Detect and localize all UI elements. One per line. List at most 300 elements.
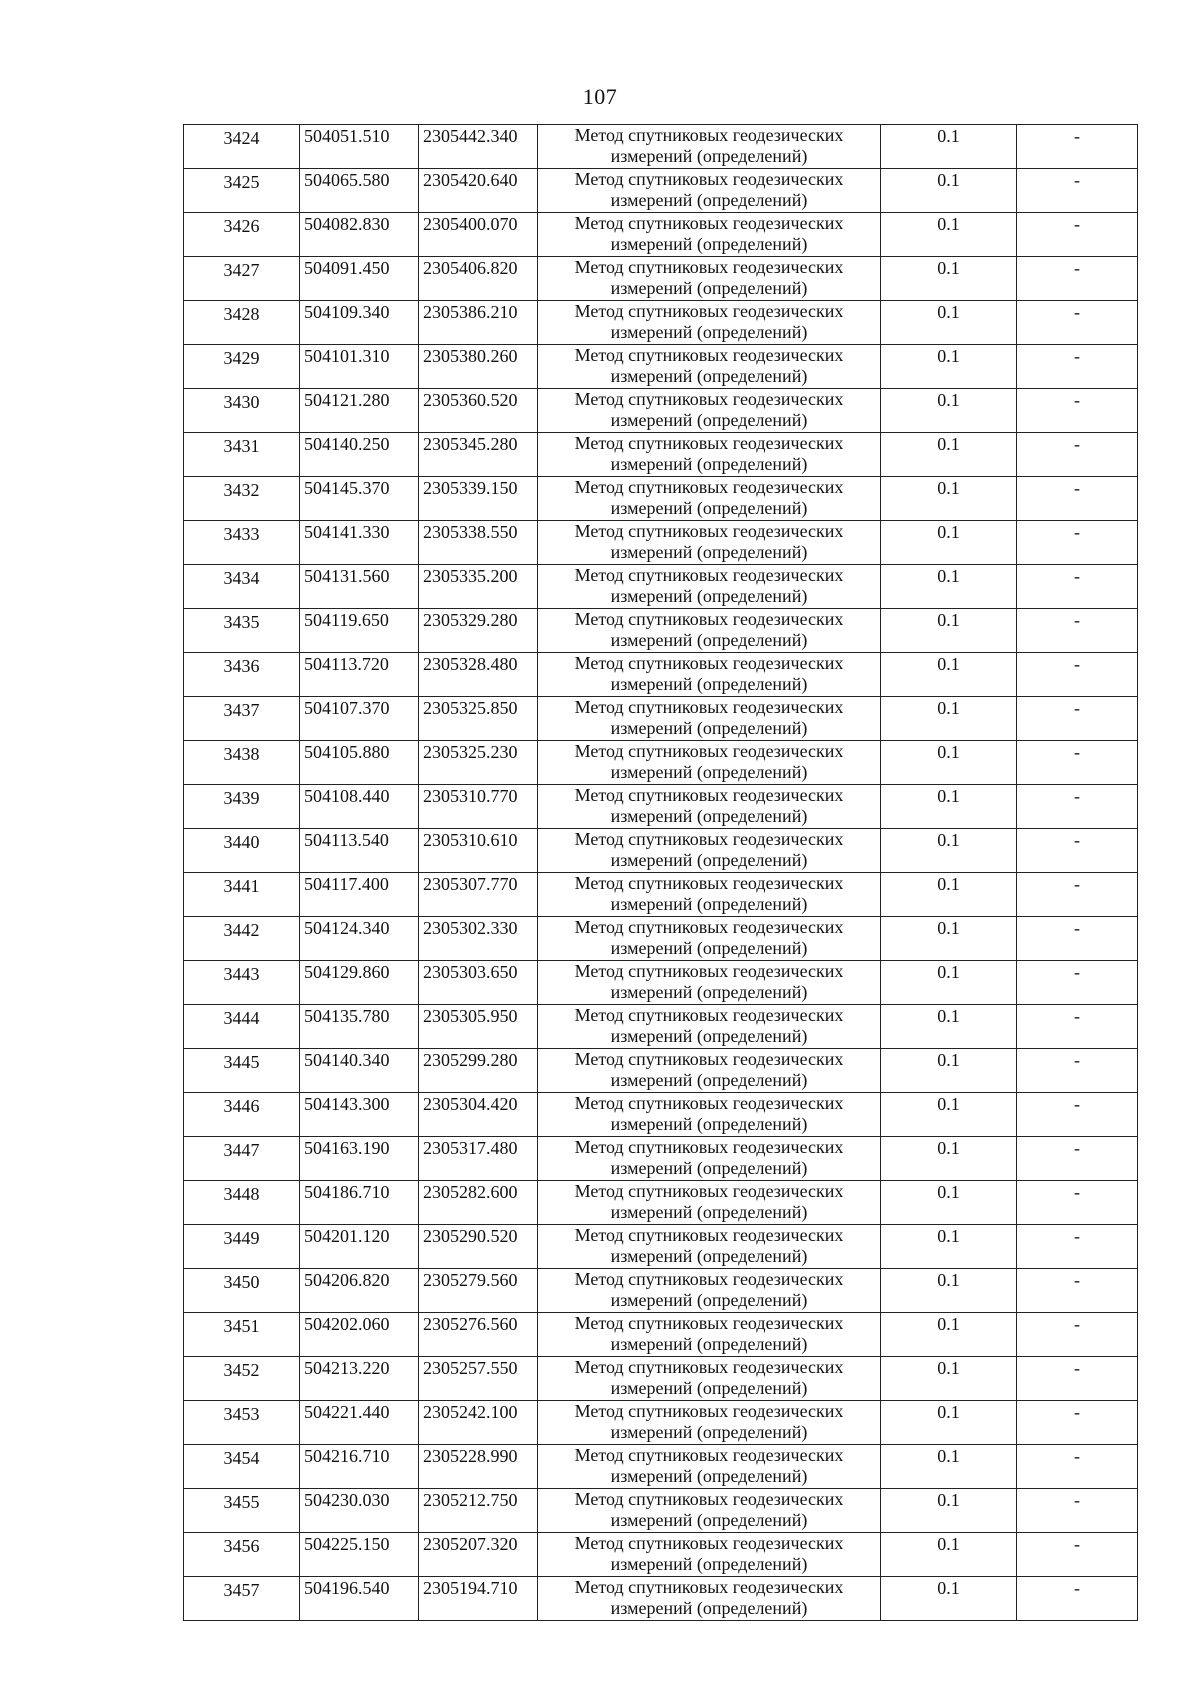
table-row bbox=[184, 345, 1138, 389]
point-number-cell bbox=[184, 1357, 300, 1401]
description-cell-text: - bbox=[1074, 302, 1080, 322]
description-cell bbox=[1017, 1401, 1138, 1445]
description-cell bbox=[1017, 1225, 1138, 1269]
method-line-2: измерений (определений) bbox=[610, 1510, 808, 1530]
y-coordinate-cell bbox=[419, 741, 538, 785]
description-cell bbox=[1017, 1489, 1138, 1533]
accuracy-cell-text: 0.1 bbox=[937, 962, 960, 982]
point-number-cell bbox=[184, 345, 300, 389]
y-coordinate-cell-text: 2305194.710 bbox=[423, 1578, 518, 1598]
y-coordinate-cell-text: 2305242.100 bbox=[423, 1402, 518, 1422]
x-coordinate-cell-text: 504230.030 bbox=[304, 1490, 390, 1510]
y-coordinate-cell bbox=[419, 1181, 538, 1225]
description-cell-text: - bbox=[1074, 874, 1080, 894]
accuracy-cell bbox=[881, 433, 1017, 477]
y-coordinate-cell bbox=[419, 521, 538, 565]
accuracy-cell bbox=[881, 521, 1017, 565]
x-coordinate-cell-text: 504186.710 bbox=[304, 1182, 390, 1202]
description-cell bbox=[1017, 653, 1138, 697]
point-number-cell bbox=[184, 1137, 300, 1181]
point-number-cell-text: 3444 bbox=[223, 1008, 260, 1028]
point-number-cell-text: 3442 bbox=[223, 920, 260, 940]
method-line-2: измерений (определений) bbox=[610, 586, 808, 606]
y-coordinate-cell bbox=[419, 1489, 538, 1533]
method-line-1: Метод спутниковых геодезических bbox=[574, 1445, 844, 1465]
point-number-cell-text: 3435 bbox=[223, 612, 260, 632]
description-cell-text: - bbox=[1074, 830, 1080, 850]
method-cell bbox=[538, 785, 881, 829]
point-number-cell bbox=[184, 433, 300, 477]
point-number-cell bbox=[184, 1049, 300, 1093]
accuracy-cell bbox=[881, 785, 1017, 829]
y-coordinate-cell bbox=[419, 433, 538, 477]
x-coordinate-cell bbox=[300, 213, 419, 257]
table-row bbox=[184, 829, 1138, 873]
x-coordinate-cell-text: 504051.510 bbox=[304, 126, 390, 146]
description-cell bbox=[1017, 1357, 1138, 1401]
x-coordinate-cell bbox=[300, 433, 419, 477]
method-line-2: измерений (определений) bbox=[610, 894, 808, 914]
x-coordinate-cell bbox=[300, 741, 419, 785]
method-line-1: Метод спутниковых геодезических bbox=[574, 785, 844, 805]
x-coordinate-cell-text: 504206.820 bbox=[304, 1270, 390, 1290]
y-coordinate-cell bbox=[419, 1049, 538, 1093]
description-cell bbox=[1017, 697, 1138, 741]
table-row bbox=[184, 873, 1138, 917]
point-number-cell-text: 3425 bbox=[223, 172, 260, 192]
method-line-1: Метод спутниковых геодезических bbox=[574, 1225, 844, 1245]
accuracy-cell-text: 0.1 bbox=[937, 610, 960, 630]
y-coordinate-cell bbox=[419, 257, 538, 301]
table-row bbox=[184, 1533, 1138, 1577]
method-line-2: измерений (определений) bbox=[610, 674, 808, 694]
x-coordinate-cell-text: 504213.220 bbox=[304, 1358, 390, 1378]
description-cell bbox=[1017, 873, 1138, 917]
x-coordinate-cell bbox=[300, 565, 419, 609]
description-cell-text: - bbox=[1074, 1534, 1080, 1554]
point-number-cell bbox=[184, 1093, 300, 1137]
method-cell bbox=[538, 1181, 881, 1225]
description-cell-text: - bbox=[1074, 1446, 1080, 1466]
method-cell bbox=[538, 961, 881, 1005]
point-number-cell bbox=[184, 389, 300, 433]
method-cell bbox=[538, 1225, 881, 1269]
x-coordinate-cell-text: 504131.560 bbox=[304, 566, 390, 586]
x-coordinate-cell bbox=[300, 477, 419, 521]
point-number-cell bbox=[184, 213, 300, 257]
accuracy-cell-text: 0.1 bbox=[937, 390, 960, 410]
y-coordinate-cell-text: 2305307.770 bbox=[423, 874, 518, 894]
x-coordinate-cell-text: 504108.440 bbox=[304, 786, 390, 806]
method-cell bbox=[538, 1137, 881, 1181]
x-coordinate-cell bbox=[300, 961, 419, 1005]
point-number-cell bbox=[184, 1401, 300, 1445]
x-coordinate-cell bbox=[300, 1181, 419, 1225]
description-cell-text: - bbox=[1074, 962, 1080, 982]
y-coordinate-cell-text: 2305310.770 bbox=[423, 786, 518, 806]
x-coordinate-cell-text: 504143.300 bbox=[304, 1094, 390, 1114]
y-coordinate-cell bbox=[419, 1225, 538, 1269]
point-number-cell-text: 3447 bbox=[223, 1140, 260, 1160]
table-row bbox=[184, 565, 1138, 609]
x-coordinate-cell-text: 504201.120 bbox=[304, 1226, 390, 1246]
y-coordinate-cell bbox=[419, 697, 538, 741]
accuracy-cell bbox=[881, 961, 1017, 1005]
description-cell bbox=[1017, 125, 1138, 169]
x-coordinate-cell bbox=[300, 389, 419, 433]
accuracy-cell bbox=[881, 741, 1017, 785]
point-number-cell-text: 3452 bbox=[223, 1360, 260, 1380]
x-coordinate-cell bbox=[300, 829, 419, 873]
y-coordinate-cell-text: 2305400.070 bbox=[423, 214, 518, 234]
method-cell bbox=[538, 917, 881, 961]
accuracy-cell bbox=[881, 477, 1017, 521]
description-cell-text: - bbox=[1074, 1270, 1080, 1290]
method-line-1: Метод спутниковых геодезических bbox=[574, 1533, 844, 1553]
method-cell bbox=[538, 741, 881, 785]
method-line-1: Метод спутниковых геодезических bbox=[574, 697, 844, 717]
table-row bbox=[184, 1137, 1138, 1181]
description-cell bbox=[1017, 389, 1138, 433]
y-coordinate-cell-text: 2305329.280 bbox=[423, 610, 518, 630]
method-line-1: Метод спутниковых геодезических bbox=[574, 1049, 844, 1069]
x-coordinate-cell bbox=[300, 521, 419, 565]
method-cell bbox=[538, 345, 881, 389]
accuracy-cell-text: 0.1 bbox=[937, 126, 960, 146]
table-row bbox=[184, 653, 1138, 697]
point-number-cell-text: 3424 bbox=[223, 128, 260, 148]
accuracy-cell-text: 0.1 bbox=[937, 698, 960, 718]
y-coordinate-cell bbox=[419, 213, 538, 257]
accuracy-cell-text: 0.1 bbox=[937, 346, 960, 366]
table-row bbox=[184, 785, 1138, 829]
method-line-1: Метод спутниковых геодезических bbox=[574, 917, 844, 937]
accuracy-cell-text: 0.1 bbox=[937, 1358, 960, 1378]
y-coordinate-cell-text: 2305282.600 bbox=[423, 1182, 518, 1202]
accuracy-cell bbox=[881, 873, 1017, 917]
method-cell bbox=[538, 1313, 881, 1357]
method-line-1: Метод спутниковых геодезических bbox=[574, 873, 844, 893]
x-coordinate-cell bbox=[300, 873, 419, 917]
x-coordinate-cell bbox=[300, 1533, 419, 1577]
table-row bbox=[184, 1489, 1138, 1533]
point-number-cell-text: 3429 bbox=[223, 348, 260, 368]
description-cell-text: - bbox=[1074, 566, 1080, 586]
description-cell-text: - bbox=[1074, 610, 1080, 630]
table-row bbox=[184, 213, 1138, 257]
method-line-1: Метод спутниковых геодезических bbox=[574, 961, 844, 981]
method-line-2: измерений (определений) bbox=[610, 498, 808, 518]
method-line-2: измерений (определений) bbox=[610, 410, 808, 430]
description-cell-text: - bbox=[1074, 434, 1080, 454]
accuracy-cell bbox=[881, 125, 1017, 169]
x-coordinate-cell bbox=[300, 1401, 419, 1445]
y-coordinate-cell-text: 2305380.260 bbox=[423, 346, 518, 366]
accuracy-cell-text: 0.1 bbox=[937, 1182, 960, 1202]
table-row bbox=[184, 1577, 1138, 1621]
table-row bbox=[184, 1357, 1138, 1401]
method-cell bbox=[538, 653, 881, 697]
table-row bbox=[184, 521, 1138, 565]
method-cell bbox=[538, 829, 881, 873]
table-row bbox=[184, 1225, 1138, 1269]
method-line-2: измерений (определений) bbox=[610, 1554, 808, 1574]
method-line-2: измерений (определений) bbox=[610, 542, 808, 562]
description-cell bbox=[1017, 785, 1138, 829]
x-coordinate-cell bbox=[300, 653, 419, 697]
description-cell-text: - bbox=[1074, 1490, 1080, 1510]
y-coordinate-cell bbox=[419, 1533, 538, 1577]
description-cell bbox=[1017, 961, 1138, 1005]
method-cell bbox=[538, 873, 881, 917]
description-cell-text: - bbox=[1074, 214, 1080, 234]
y-coordinate-cell-text: 2305360.520 bbox=[423, 390, 518, 410]
x-coordinate-cell bbox=[300, 1269, 419, 1313]
y-coordinate-cell bbox=[419, 1445, 538, 1489]
accuracy-cell bbox=[881, 1489, 1017, 1533]
x-coordinate-cell-text: 504119.650 bbox=[304, 610, 389, 630]
accuracy-cell bbox=[881, 1137, 1017, 1181]
x-coordinate-cell-text: 504129.860 bbox=[304, 962, 390, 982]
accuracy-cell-text: 0.1 bbox=[937, 1094, 960, 1114]
accuracy-cell bbox=[881, 917, 1017, 961]
description-cell bbox=[1017, 1445, 1138, 1489]
description-cell bbox=[1017, 345, 1138, 389]
table-row bbox=[184, 1181, 1138, 1225]
accuracy-cell-text: 0.1 bbox=[937, 1402, 960, 1422]
y-coordinate-cell bbox=[419, 1093, 538, 1137]
x-coordinate-cell-text: 504107.370 bbox=[304, 698, 390, 718]
accuracy-cell-text: 0.1 bbox=[937, 522, 960, 542]
accuracy-cell bbox=[881, 1445, 1017, 1489]
accuracy-cell-text: 0.1 bbox=[937, 1446, 960, 1466]
accuracy-cell-text: 0.1 bbox=[937, 654, 960, 674]
point-number-cell bbox=[184, 653, 300, 697]
method-line-1: Метод спутниковых геодезических bbox=[574, 125, 844, 145]
accuracy-cell bbox=[881, 301, 1017, 345]
method-line-2: измерений (определений) bbox=[610, 1114, 808, 1134]
x-coordinate-cell-text: 504163.190 bbox=[304, 1138, 390, 1158]
y-coordinate-cell bbox=[419, 873, 538, 917]
x-coordinate-cell bbox=[300, 1049, 419, 1093]
point-number-cell bbox=[184, 1313, 300, 1357]
accuracy-cell bbox=[881, 1093, 1017, 1137]
method-line-1: Метод спутниковых геодезических bbox=[574, 653, 844, 673]
point-number-cell bbox=[184, 301, 300, 345]
accuracy-cell bbox=[881, 1269, 1017, 1313]
table-row bbox=[184, 1093, 1138, 1137]
accuracy-cell bbox=[881, 1181, 1017, 1225]
method-line-2: измерений (определений) bbox=[610, 322, 808, 342]
point-number-cell-text: 3440 bbox=[223, 832, 260, 852]
point-number-cell-text: 3448 bbox=[223, 1184, 260, 1204]
method-line-2: измерений (определений) bbox=[610, 278, 808, 298]
description-cell-text: - bbox=[1074, 346, 1080, 366]
method-line-1: Метод спутниковых геодезических bbox=[574, 1313, 844, 1333]
accuracy-cell bbox=[881, 1577, 1017, 1621]
point-number-cell-text: 3428 bbox=[223, 304, 260, 324]
point-number-cell-text: 3431 bbox=[223, 436, 260, 456]
y-coordinate-cell bbox=[419, 1401, 538, 1445]
accuracy-cell bbox=[881, 1533, 1017, 1577]
point-number-cell bbox=[184, 565, 300, 609]
accuracy-cell-text: 0.1 bbox=[937, 1270, 960, 1290]
method-line-1: Метод спутниковых геодезических bbox=[574, 301, 844, 321]
method-line-2: измерений (определений) bbox=[610, 146, 808, 166]
method-line-2: измерений (определений) bbox=[610, 718, 808, 738]
x-coordinate-cell-text: 504124.340 bbox=[304, 918, 390, 938]
y-coordinate-cell-text: 2305305.950 bbox=[423, 1006, 518, 1026]
description-cell-text: - bbox=[1074, 170, 1080, 190]
table-row bbox=[184, 917, 1138, 961]
method-cell bbox=[538, 477, 881, 521]
y-coordinate-cell-text: 2305386.210 bbox=[423, 302, 518, 322]
description-cell bbox=[1017, 1181, 1138, 1225]
method-cell bbox=[538, 1533, 881, 1577]
point-number-cell bbox=[184, 873, 300, 917]
point-number-cell-text: 3450 bbox=[223, 1272, 260, 1292]
point-number-cell bbox=[184, 961, 300, 1005]
method-cell bbox=[538, 565, 881, 609]
method-line-1: Метод спутниковых геодезических bbox=[574, 257, 844, 277]
y-coordinate-cell-text: 2305279.560 bbox=[423, 1270, 518, 1290]
description-cell-text: - bbox=[1074, 1314, 1080, 1334]
method-line-2: измерений (определений) bbox=[610, 806, 808, 826]
accuracy-cell-text: 0.1 bbox=[937, 1226, 960, 1246]
y-coordinate-cell bbox=[419, 961, 538, 1005]
x-coordinate-cell bbox=[300, 917, 419, 961]
table-row bbox=[184, 1005, 1138, 1049]
point-number-cell bbox=[184, 169, 300, 213]
method-line-2: измерений (определений) bbox=[610, 982, 808, 1002]
description-cell bbox=[1017, 521, 1138, 565]
accuracy-cell-text: 0.1 bbox=[937, 786, 960, 806]
accuracy-cell bbox=[881, 609, 1017, 653]
method-line-2: измерений (определений) bbox=[610, 938, 808, 958]
method-line-1: Метод спутниковых геодезических bbox=[574, 829, 844, 849]
point-number-cell-text: 3427 bbox=[223, 260, 260, 280]
description-cell bbox=[1017, 433, 1138, 477]
point-number-cell bbox=[184, 1577, 300, 1621]
accuracy-cell bbox=[881, 389, 1017, 433]
method-line-2: измерений (определений) bbox=[610, 190, 808, 210]
point-number-cell bbox=[184, 1181, 300, 1225]
point-number-cell bbox=[184, 125, 300, 169]
point-number-cell-text: 3437 bbox=[223, 700, 260, 720]
description-cell-text: - bbox=[1074, 390, 1080, 410]
coordinates-table bbox=[183, 124, 1138, 1621]
point-number-cell bbox=[184, 1533, 300, 1577]
x-coordinate-cell-text: 504140.250 bbox=[304, 434, 390, 454]
x-coordinate-cell-text: 504082.830 bbox=[304, 214, 390, 234]
method-line-1: Метод спутниковых геодезических bbox=[574, 1137, 844, 1157]
y-coordinate-cell bbox=[419, 653, 538, 697]
description-cell bbox=[1017, 1269, 1138, 1313]
method-line-2: измерений (определений) bbox=[610, 1466, 808, 1486]
y-coordinate-cell bbox=[419, 345, 538, 389]
table-row bbox=[184, 741, 1138, 785]
x-coordinate-cell bbox=[300, 301, 419, 345]
table-row bbox=[184, 1445, 1138, 1489]
point-number-cell bbox=[184, 829, 300, 873]
method-cell bbox=[538, 213, 881, 257]
x-coordinate-cell bbox=[300, 257, 419, 301]
description-cell-text: - bbox=[1074, 698, 1080, 718]
description-cell-text: - bbox=[1074, 1138, 1080, 1158]
y-coordinate-cell bbox=[419, 565, 538, 609]
y-coordinate-cell bbox=[419, 477, 538, 521]
y-coordinate-cell-text: 2305328.480 bbox=[423, 654, 518, 674]
method-line-1: Метод спутниковых геодезических bbox=[574, 1181, 844, 1201]
x-coordinate-cell-text: 504109.340 bbox=[304, 302, 390, 322]
x-coordinate-cell bbox=[300, 1357, 419, 1401]
accuracy-cell-text: 0.1 bbox=[937, 1050, 960, 1070]
y-coordinate-cell bbox=[419, 917, 538, 961]
method-cell bbox=[538, 1357, 881, 1401]
x-coordinate-cell-text: 504117.400 bbox=[304, 874, 389, 894]
y-coordinate-cell bbox=[419, 829, 538, 873]
x-coordinate-cell-text: 504221.440 bbox=[304, 1402, 390, 1422]
description-cell-text: - bbox=[1074, 742, 1080, 762]
point-number-cell-text: 3451 bbox=[223, 1316, 260, 1336]
method-line-2: измерений (определений) bbox=[610, 1202, 808, 1222]
description-cell bbox=[1017, 301, 1138, 345]
accuracy-cell-text: 0.1 bbox=[937, 1534, 960, 1554]
y-coordinate-cell-text: 2305303.650 bbox=[423, 962, 518, 982]
method-line-1: Метод спутниковых геодезических bbox=[574, 1577, 844, 1597]
method-cell bbox=[538, 433, 881, 477]
accuracy-cell-text: 0.1 bbox=[937, 214, 960, 234]
method-line-2: измерений (определений) bbox=[610, 1334, 808, 1354]
point-number-cell-text: 3454 bbox=[223, 1448, 260, 1468]
description-cell-text: - bbox=[1074, 1226, 1080, 1246]
description-cell-text: - bbox=[1074, 1402, 1080, 1422]
y-coordinate-cell-text: 2305276.560 bbox=[423, 1314, 518, 1334]
description-cell bbox=[1017, 1533, 1138, 1577]
method-line-1: Метод спутниковых геодезических bbox=[574, 389, 844, 409]
point-number-cell-text: 3436 bbox=[223, 656, 260, 676]
x-coordinate-cell-text: 504113.540 bbox=[304, 830, 389, 850]
accuracy-cell-text: 0.1 bbox=[937, 1138, 960, 1158]
method-cell bbox=[538, 257, 881, 301]
y-coordinate-cell-text: 2305212.750 bbox=[423, 1490, 518, 1510]
x-coordinate-cell-text: 504065.580 bbox=[304, 170, 390, 190]
method-cell bbox=[538, 389, 881, 433]
method-line-1: Метод спутниковых геодезических bbox=[574, 741, 844, 761]
accuracy-cell-text: 0.1 bbox=[937, 1490, 960, 1510]
description-cell bbox=[1017, 169, 1138, 213]
point-number-cell-text: 3457 bbox=[223, 1580, 260, 1600]
x-coordinate-cell-text: 504145.370 bbox=[304, 478, 390, 498]
point-number-cell bbox=[184, 1005, 300, 1049]
description-cell bbox=[1017, 1049, 1138, 1093]
method-line-2: измерений (определений) bbox=[610, 850, 808, 870]
y-coordinate-cell bbox=[419, 1313, 538, 1357]
point-number-cell bbox=[184, 741, 300, 785]
method-line-1: Метод спутниковых геодезических bbox=[574, 1269, 844, 1289]
point-number-cell bbox=[184, 521, 300, 565]
x-coordinate-cell bbox=[300, 1005, 419, 1049]
method-line-2: измерений (определений) bbox=[610, 366, 808, 386]
x-coordinate-cell bbox=[300, 1093, 419, 1137]
accuracy-cell-text: 0.1 bbox=[937, 302, 960, 322]
x-coordinate-cell-text: 504225.150 bbox=[304, 1534, 390, 1554]
point-number-cell bbox=[184, 1445, 300, 1489]
x-coordinate-cell-text: 504135.780 bbox=[304, 1006, 390, 1026]
description-cell bbox=[1017, 257, 1138, 301]
description-cell-text: - bbox=[1074, 1358, 1080, 1378]
method-line-1: Метод спутниковых геодезических bbox=[574, 477, 844, 497]
